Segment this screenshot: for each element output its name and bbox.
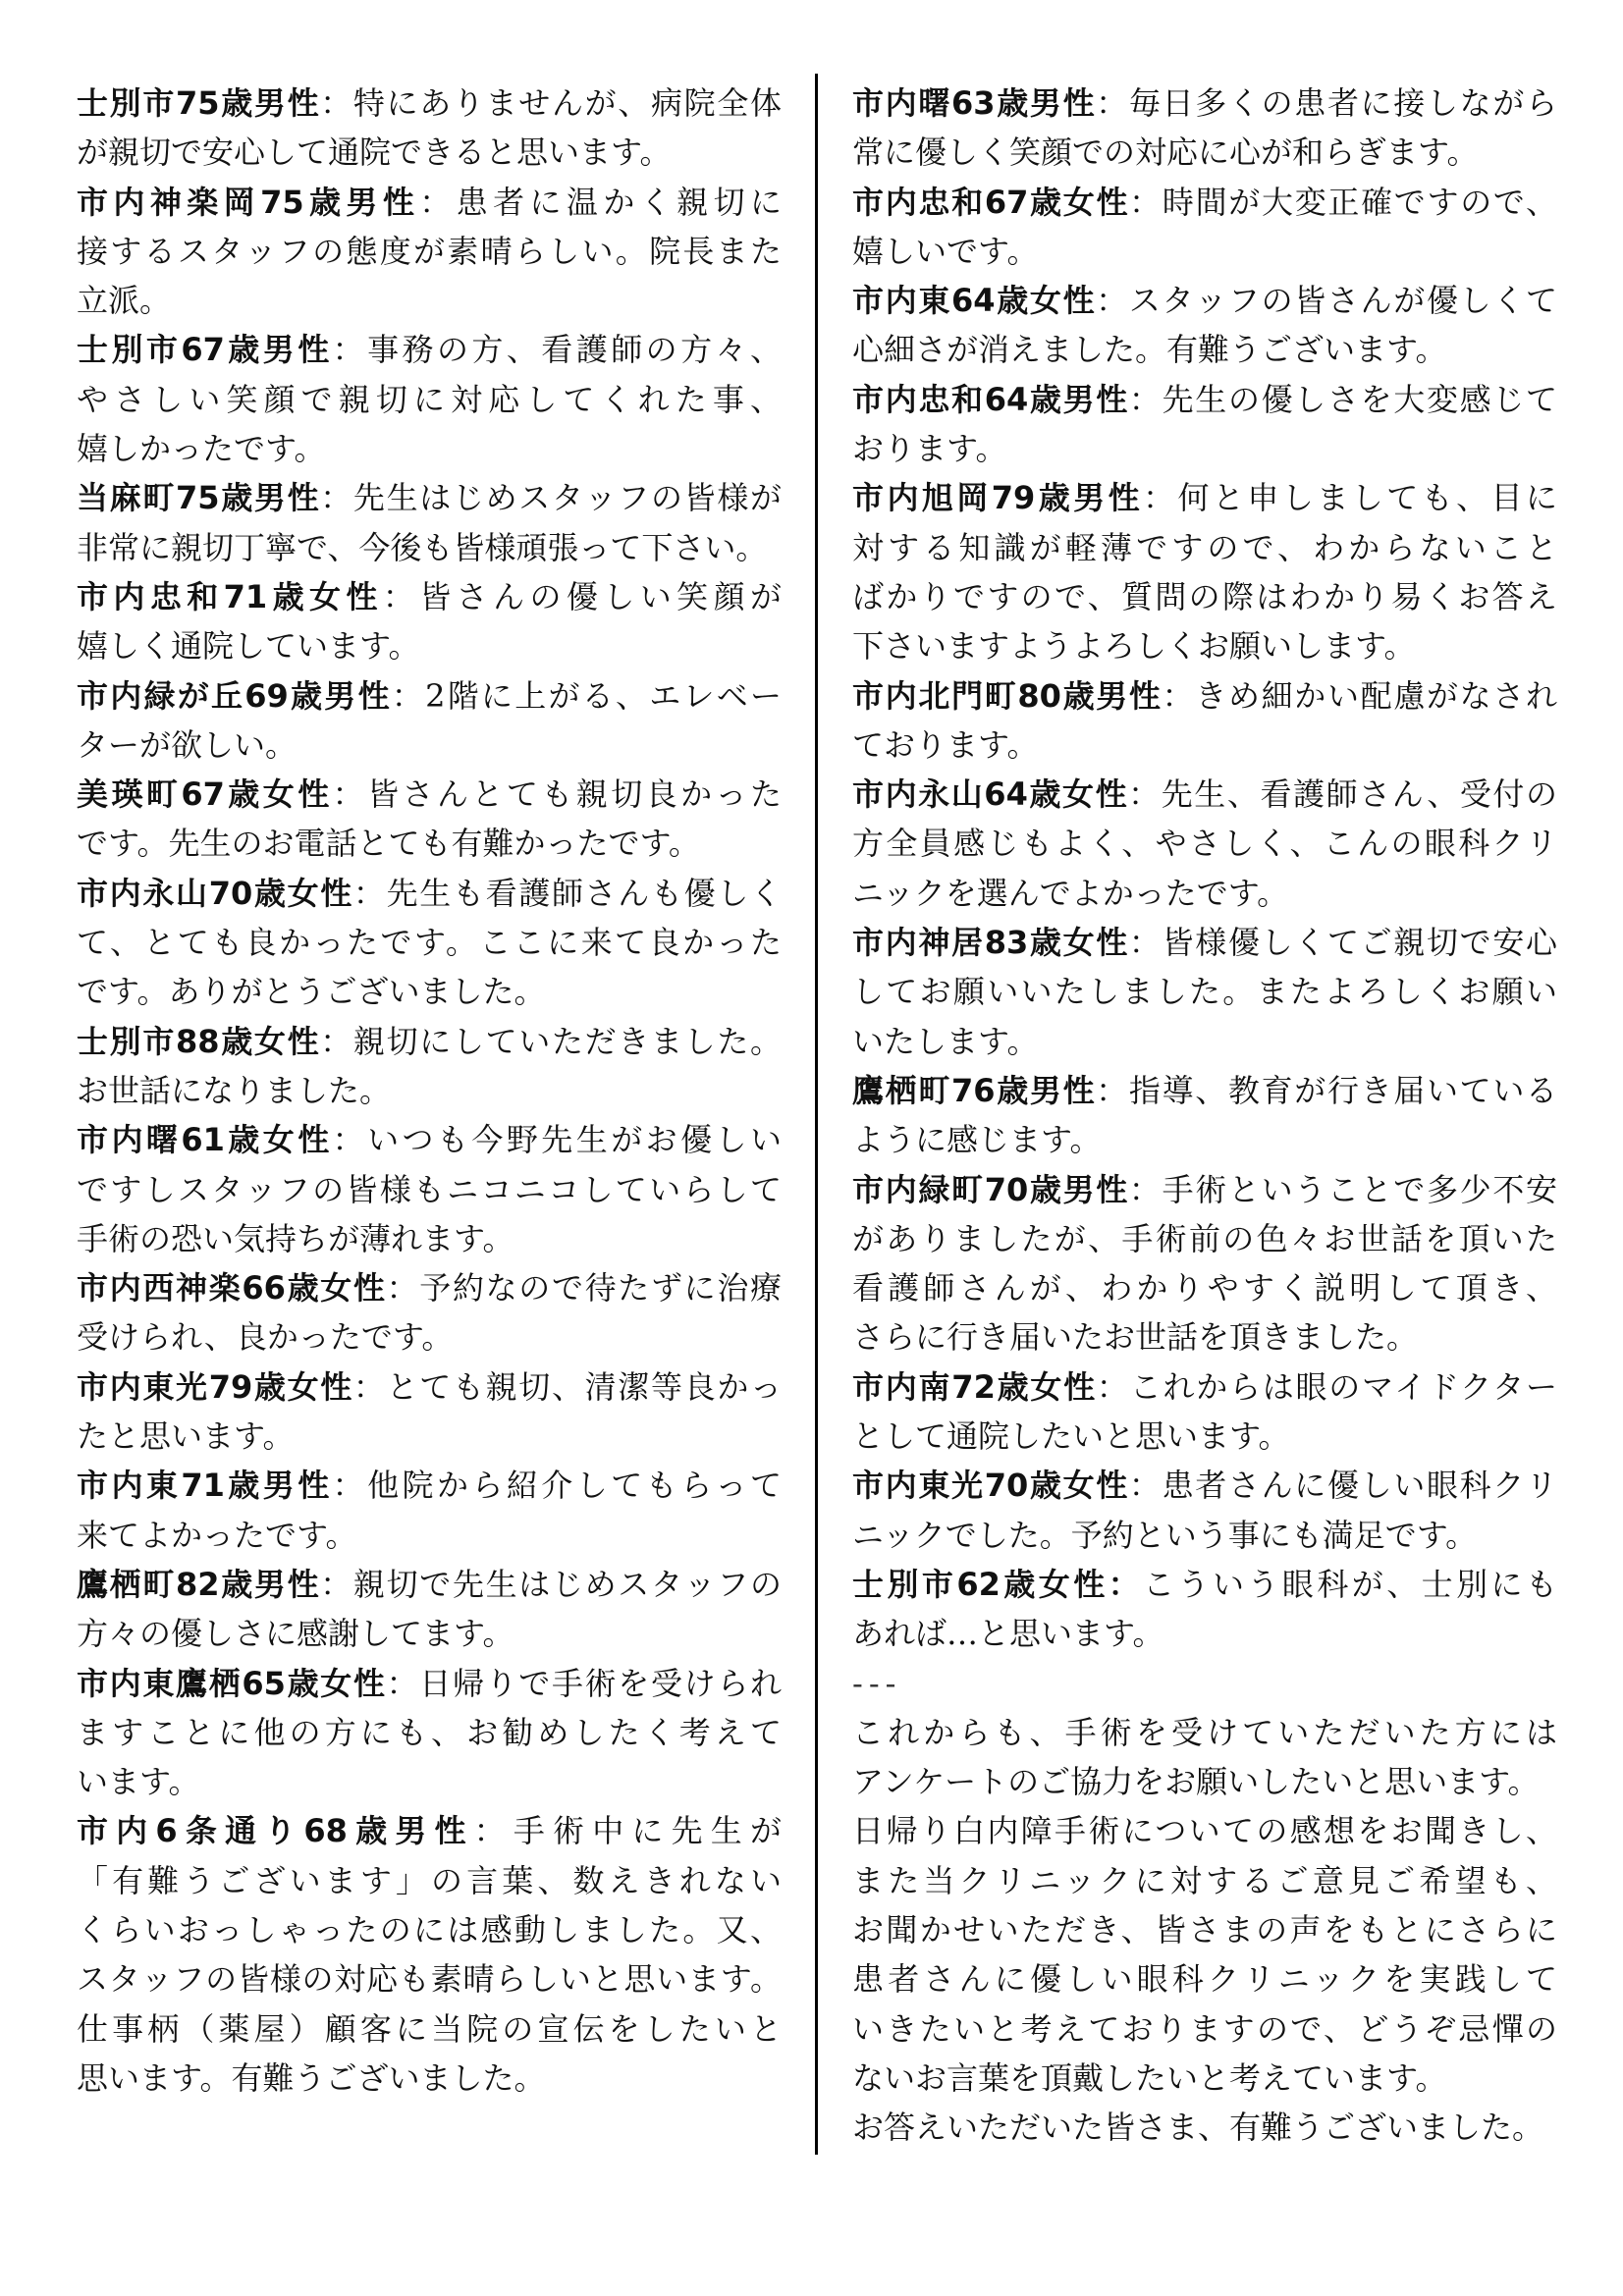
respondent-label: 市内東64歳女性 (852, 282, 1097, 320)
comment-line: て、とても良かったです。ここに来て良かった (77, 924, 782, 962)
respondent-label: 当麻町75歳男性 (77, 479, 321, 517)
closing-line: アンケートのご協力をお願いしたいと思います。 (852, 1763, 1540, 1801)
comment-text: ：他院から紹介してもらって (332, 1467, 782, 1505)
comment (77, 572, 782, 671)
comment-line (77, 1461, 782, 1510)
comment-text: ：毎日多くの患者に接しながら (1096, 84, 1557, 122)
comment (77, 671, 782, 771)
comment (77, 79, 782, 178)
respondent-label: 市内曙63歳男性 (852, 84, 1097, 122)
comment-line: ですしスタッフの皆様もニコニコしていらして (77, 1170, 782, 1208)
respondent-label: 市内忠和67歳女性 (852, 183, 1130, 221)
comment-line: 常に優しく笑顔での対応に心が和らぎます。 (852, 133, 1479, 172)
comment-line (852, 178, 1557, 227)
comment-text: ：時間が大変正確ですので、 (1129, 183, 1557, 221)
closing-paragraph (852, 1708, 1557, 1807)
respondent-label: 美瑛町67歳女性 (77, 775, 333, 814)
comment-text: ：親切で先生はじめスタッフの (320, 1565, 782, 1603)
comment-line: ニックでした。予約という事にも満足です。 (852, 1516, 1478, 1554)
respondent-label: 市内神楽岡75歳男性 (77, 183, 420, 221)
comment-line: ております。 (852, 725, 1039, 764)
respondent-label: 鷹栖町82歳男性 (77, 1565, 321, 1603)
respondent-label: 士別市67歳男性 (77, 331, 333, 369)
comment-text: ：手術中に先生が (473, 1812, 782, 1850)
comment-line (77, 79, 782, 128)
comment-line: いたします。 (852, 1022, 1039, 1060)
comment-line (852, 918, 1557, 967)
comment-line: 方々の優しさに感謝してます。 (77, 1615, 514, 1653)
comment-line (77, 671, 782, 721)
comment-line: たと思います。 (77, 1417, 295, 1456)
closing-line: ないお言葉を頂戴したいと考えています。 (852, 2058, 1447, 2097)
comment-text: ：スタッフの皆さんが優しくて (1096, 282, 1557, 320)
comment-text: ：予約なので待たずに治療 (386, 1269, 782, 1308)
comment-line: ように感じます。 (852, 1121, 1102, 1159)
comment-line (852, 1362, 1557, 1412)
comment (77, 1659, 782, 1807)
comment-line (77, 473, 782, 522)
comment (852, 375, 1557, 474)
comment-line (77, 869, 782, 918)
respondent-label: 市内神居83歳女性 (852, 924, 1129, 962)
comment-line: 看護師さんが、わかりやすく説明して頂き、 (852, 1269, 1557, 1308)
comment (77, 473, 782, 572)
comment (852, 473, 1557, 670)
comment-line: 立派。 (77, 282, 172, 320)
respondent-label: 市内東光79歳女性 (77, 1367, 353, 1406)
respondent-label: 市内緑町70歳男性 (852, 1170, 1129, 1208)
closing-line: いきたいと考えておりますので、どうぞ忌憚の (852, 2009, 1557, 2048)
comment (77, 1115, 782, 1263)
comment (852, 276, 1557, 375)
comment-line: が親切で安心して通院できると思います。 (77, 133, 672, 172)
respondent-label: 市内緑が丘69歳男性 (77, 676, 392, 715)
comment-line: です。ありがとうございました。 (77, 973, 546, 1011)
respondent-label: 市内西神楽66歳女性 (77, 1269, 387, 1308)
comment-text: ：先生の優しさを大変感じて (1128, 380, 1557, 418)
closing-line: また当クリニックに対するご意見ご希望も、 (852, 1861, 1557, 1899)
comment-line: として通院したいと思います。 (852, 1417, 1290, 1456)
respondent-label: 市内6条通り68歳男性 (77, 1812, 474, 1850)
comment-line (77, 1659, 782, 1708)
comment-line: です。先生のお電話とても有難かったです。 (77, 825, 700, 863)
comment-text: ：特にありませんが、病院全体 (320, 84, 782, 122)
respondent-label: 市内東鷹栖65歳女性 (77, 1664, 387, 1702)
comment-line (77, 1115, 782, 1164)
comment (77, 1263, 782, 1362)
comment-line: ますことに他の方にも、お勧めしたく考えて (77, 1713, 782, 1751)
respondent-label: 市内東光70歳女性 (852, 1467, 1129, 1505)
comment-line: あれば…と思います。 (852, 1615, 1164, 1653)
comment-text: ：先生も看護師さんも優しく (352, 874, 782, 912)
comment (852, 1560, 1557, 1659)
comment-text: ：皆様優しくてご親切で安心 (1128, 924, 1557, 962)
comment-line: くらいおっしゃったのには感動しました。又、 (77, 1910, 782, 1949)
comment-line: 嬉しく通院しています。 (77, 627, 420, 666)
comment-line: 手術の恐い気持ちが薄れます。 (77, 1219, 514, 1257)
comment-text: ：何と申しましても、目に (1143, 479, 1557, 517)
comment-line (852, 1165, 1557, 1214)
comment-line: スタッフの皆様の対応も素晴らしいと思います。 (77, 1960, 782, 1999)
comment-line: お世話になりました。 (77, 1071, 392, 1109)
closing-message (852, 1708, 1557, 2153)
comment-text: ：とても親切、清潔等良かっ (352, 1367, 782, 1406)
closing-line: 患者さんに優しい眼科クリニックを実践して (852, 1960, 1557, 1999)
comment-line (852, 770, 1557, 819)
closing-line: お聞かせいただき、皆さまの声をもとにさらに (852, 1910, 1557, 1949)
comment-text: ：手術ということで多少不安 (1128, 1170, 1557, 1208)
comment-line (77, 770, 782, 819)
comment-line: がありましたが、手術前の色々お世話を頂いた (852, 1219, 1557, 1257)
comment-line: 方全員感じもよく、やさしく、こんの眼科クリ (852, 825, 1557, 863)
comment (852, 1165, 1557, 1362)
respondent-label: 市内南72歳女性 (852, 1367, 1097, 1406)
closing-line: 日帰り白内障手術についての感想をお聞きし、 (852, 1812, 1557, 1850)
comment-line: ターが欲しい。 (77, 725, 298, 764)
comment-line: 嬉しいです。 (852, 232, 1039, 270)
comment (77, 770, 782, 869)
respondent-label: 市内旭岡79歳男性 (852, 479, 1144, 517)
comment-text: ：きめ細かい配慮がなされ (1162, 676, 1557, 715)
comment (77, 1362, 782, 1462)
comment-line (77, 1017, 782, 1066)
comment-line (77, 1362, 782, 1412)
respondent-label: 士別市75歳男性 (77, 84, 321, 122)
closing-paragraph (852, 2103, 1557, 2152)
comment (852, 79, 1557, 178)
comment-line: 嬉しかったです。 (77, 430, 326, 468)
comment (852, 1461, 1557, 1560)
comment-text: こういう眼科が、士別にも (1143, 1565, 1557, 1603)
closing-line: これからも、手術を受けていただいた方には (852, 1713, 1557, 1751)
comment-line (77, 572, 782, 621)
comment-text: ：先生、看護師さん、受付の (1128, 775, 1557, 814)
closing-paragraph (852, 1806, 1557, 2103)
comment (77, 1017, 782, 1116)
comment-text: ：先生はじめスタッフの皆様が (320, 479, 782, 517)
comment-text: ：日帰りで手術を受けられ (386, 1664, 782, 1702)
respondent-label: 市内曙61歳女性 (77, 1121, 333, 1159)
comment (77, 178, 782, 326)
comment-line: 受けられ、良かったです。 (77, 1318, 454, 1357)
comment-text: ：いつも今野先生がお優しい (332, 1121, 782, 1159)
comment (77, 1461, 782, 1560)
respondent-label: 市内忠和71歳女性 (77, 577, 383, 615)
comment-line: 非常に親切丁寧で、今後も皆様頑張って下さい。 (77, 528, 768, 566)
comment-text: ：親切にしていただきました。 (320, 1022, 782, 1060)
comment-line: 思います。有難うございました。 (77, 2058, 546, 2097)
column-divider (815, 74, 818, 2155)
comment-line (77, 1806, 782, 1855)
comment-line: やさしい笑顔で親切に対応してくれた事、 (77, 380, 782, 418)
respondent-label: 市内忠和64歳男性 (852, 380, 1129, 418)
comment (77, 325, 782, 473)
right-comments (852, 79, 1557, 1659)
comment-line (852, 375, 1557, 424)
comment-text: ：指導、教育が行き届いている (1096, 1071, 1557, 1109)
comment (77, 1806, 782, 2103)
comment (852, 1362, 1557, 1462)
comment-line: おります。 (852, 430, 1007, 468)
comment-line (852, 79, 1557, 128)
comment-line (852, 1461, 1557, 1510)
comment-line (77, 325, 782, 374)
separator: --- (852, 1664, 902, 1702)
comment (852, 918, 1557, 1066)
comment-text: ：皆さんとても親切良かった (332, 775, 782, 814)
comment-line (77, 1560, 782, 1609)
comment-line: 来てよかったです。 (77, 1516, 357, 1554)
comment (852, 671, 1557, 771)
comment (852, 1066, 1557, 1165)
comment-line: 接するスタッフの態度が素晴らしい。院長また (77, 232, 782, 270)
comment-line (852, 473, 1557, 522)
respondent-label: 市内北門町80歳男性 (852, 676, 1163, 715)
comment (77, 1560, 782, 1659)
comment (852, 178, 1557, 277)
respondent-label: 士別市62歳女性： (852, 1565, 1144, 1603)
comment-text: ：これからは眼のマイドクター (1096, 1367, 1557, 1406)
comment-line: 「有難うございます」の言葉、数えきれない (77, 1861, 782, 1899)
comment-line: ニックを選んでよかったです。 (852, 874, 1289, 912)
closing-line: お答えいただいた皆さま、有難うございました。 (852, 2109, 1544, 2147)
comment-line (852, 1560, 1557, 1609)
comment-line: 対する知識が軽薄ですので、わからないこと (852, 528, 1557, 566)
right-column (852, 79, 1557, 2152)
comment-line: います。 (77, 1763, 200, 1801)
comment-line (77, 178, 782, 227)
comment-text: ：患者に温かく親切に (419, 183, 782, 221)
respondent-label: 鷹栖町76歳男性 (852, 1071, 1097, 1109)
comment-line: 心細さが消えました。有難うございます。 (852, 331, 1447, 369)
comment-text: ：事務の方、看護師の方々、 (332, 331, 782, 369)
respondent-label: 士別市88歳女性 (77, 1022, 321, 1060)
comment-text: ：皆さんの優しい笑顔が (382, 577, 782, 615)
respondent-label: 市内永山70歳女性 (77, 874, 353, 912)
comment-line (852, 276, 1557, 325)
respondent-label: 市内永山64歳女性 (852, 775, 1129, 814)
comment-line (77, 1263, 782, 1312)
comment-line (852, 671, 1557, 721)
comment (77, 869, 782, 1017)
comment-line: さらに行き届いたお世話を頂きました。 (852, 1318, 1419, 1357)
left-column (77, 79, 782, 2103)
comment (852, 770, 1557, 918)
comment-line: ばかりですので、質問の際はわかり易くお答え (852, 577, 1557, 615)
comment-text: ：2階に上がる、エレベー (391, 676, 782, 715)
comment-line: 下さいますようよろしくお願いします。 (852, 627, 1416, 666)
respondent-label: 市内東71歳男性 (77, 1467, 333, 1505)
comment-text: ：患者さんに優しい眼科クリ (1128, 1467, 1557, 1505)
comment-line: 仕事柄（薬屋）顧客に当院の宣伝をしたいと (77, 2009, 782, 2048)
comment-line (852, 1066, 1557, 1115)
comment-line: してお願いいたしました。またよろしくお願い (852, 973, 1557, 1011)
